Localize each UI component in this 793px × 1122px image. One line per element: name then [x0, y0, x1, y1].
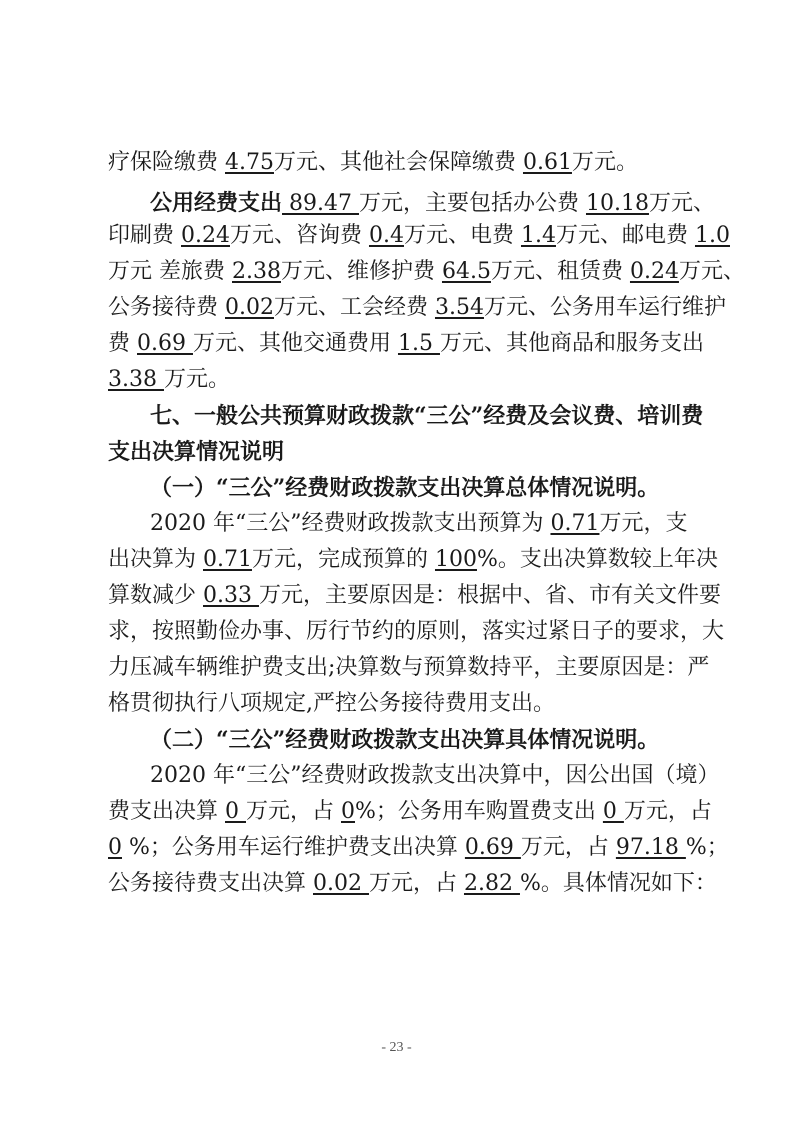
body-line-6 — [108, 326, 704, 362]
underlined-value: 100 — [434, 547, 477, 572]
underlined-value: 0.4 — [368, 223, 404, 248]
text-run: 费 — [108, 331, 137, 356]
section-heading-7-line-2 — [108, 434, 688, 470]
body-line-16 — [108, 830, 729, 866]
text-run: 万元、公务用车运行维护 — [483, 295, 726, 320]
underlined-value: 0.69 — [137, 331, 193, 356]
body-line-2 — [150, 185, 715, 221]
underlined-value: 2.38 — [232, 259, 281, 284]
text-run: 公务接待费支出决算 — [108, 871, 313, 896]
underlined-value: 0.71 — [550, 511, 600, 536]
underlined-value: 0 — [602, 799, 624, 824]
text-run: 万元，占 — [246, 799, 341, 824]
underlined-value: 0.02 — [313, 871, 369, 896]
underlined-value: 0.24 — [629, 259, 679, 284]
underlined-value: 64.5 — [441, 259, 491, 284]
underlined-value: 0.61 — [522, 150, 572, 175]
text-run: 万元，主要原因是：根据中、省、市有关文件要 — [258, 583, 721, 608]
body-line-8 — [150, 506, 688, 542]
body-line-9 — [108, 542, 718, 578]
body-line-1 — [108, 145, 688, 181]
text-run: 求，按照勤俭办事、厉行节约的原则，落实过紧日子的要求，大 — [108, 619, 725, 644]
underlined-value: 3.38 — [108, 367, 164, 392]
subsection-heading-2 — [150, 722, 688, 758]
underlined-value: 1.4 — [520, 223, 556, 248]
underlined-value: 3.54 — [434, 295, 484, 320]
text-run: 费支出决算 — [108, 799, 225, 824]
text-run: 万元、其他交通费用 — [192, 331, 398, 356]
text-run: %；公务用车运行维护费支出决算 — [122, 835, 465, 860]
text-run: 万元、邮电费 — [555, 223, 695, 248]
underlined-value: 1.0 — [694, 223, 730, 248]
text-run: 万元、 — [648, 191, 715, 216]
page-number: - 23 - — [381, 1040, 412, 1055]
bold-text: 七、一般公共预算财政拨款“三公”经费及会议费、培训费 — [150, 403, 704, 429]
underlined-value: 0.24 — [181, 223, 230, 248]
underlined-value: 0.02 — [225, 295, 274, 320]
text-run: 万元，完成预算的 — [251, 547, 435, 572]
text-run: 万元、租赁费 — [490, 259, 630, 284]
text-run: 万元。 — [163, 367, 230, 392]
subsection-heading-1 — [150, 470, 688, 506]
text-run: 万元，占 — [368, 871, 464, 896]
body-line-11 — [108, 614, 725, 650]
bold-text: （二）“三公”经费财政拨款支出决算具体情况说明。 — [150, 727, 660, 753]
text-run: 2020 年“三公”经费财政拨款支出决算中，因公出国（境） — [150, 763, 720, 788]
underlined-value: 89.47 — [282, 191, 359, 216]
text-run: %；公务用车购置费支出 — [355, 799, 603, 824]
underlined-value: 0 — [225, 799, 246, 824]
text-run: 万元，支 — [599, 511, 688, 536]
underlined-value: 0.33 — [203, 583, 259, 608]
text-run: 万元、工会经费 — [273, 295, 435, 320]
bold-text: 支出决算情况说明 — [108, 439, 285, 465]
underlined-value: 4.75 — [225, 150, 274, 175]
body-line-4 — [108, 254, 745, 290]
text-run: %。支出决算数较上年决 — [476, 547, 718, 572]
text-run: 万元、其他商品和服务支出 — [439, 331, 704, 356]
text-run: 印刷费 — [108, 223, 181, 248]
section-heading-7-line-1 — [150, 398, 704, 434]
underlined-value: 1.5 — [397, 331, 440, 356]
body-line-14 — [150, 758, 720, 794]
text-run: 万元、咨询费 — [229, 223, 369, 248]
body-line-10 — [108, 578, 721, 614]
text-run: 万元，占 — [520, 835, 616, 860]
text-run: %。具体情况如下： — [519, 871, 717, 896]
text-run: 万元、维修护费 — [280, 259, 442, 284]
body-line-3 — [108, 218, 730, 254]
body-line-5 — [108, 290, 726, 326]
text-run: 万元，主要包括办公费 — [358, 191, 586, 216]
text-run: 万元。 — [571, 150, 638, 175]
text-run: 万元，占 — [623, 799, 712, 824]
text-run: 万元、 — [678, 259, 745, 284]
text-run: 算数减少 — [108, 583, 203, 608]
text-run: 万元、其他社会保障缴费 — [273, 150, 523, 175]
underlined-value: 0 — [341, 799, 355, 824]
bold-text: 公用经费支出 — [150, 190, 283, 216]
text-run: 疗保险缴费 — [108, 150, 225, 175]
underlined-value: 10.18 — [585, 191, 649, 216]
body-line-12 — [108, 650, 710, 686]
text-run: 格贯彻执行八项规定,严控公务接待费用支出。 — [108, 691, 555, 716]
bold-text: （一）“三公”经费财政拨款支出决算总体情况说明。 — [150, 475, 660, 501]
text-run: 公务接待费 — [108, 295, 225, 320]
body-line-17 — [108, 866, 717, 902]
underlined-value: 0.69 — [464, 835, 521, 860]
body-line-13 — [108, 686, 688, 722]
body-line-15 — [108, 794, 712, 830]
text-run: 2020 年“三公”经费财政拨款支出预算为 — [150, 511, 551, 536]
text-run: 出决算为 — [108, 547, 203, 572]
text-run: 力压减车辆维护费支出;决算数与预算数持平，主要原因是：严 — [108, 655, 710, 680]
underlined-value: 2.82 — [463, 871, 520, 896]
text-run: 万元、电费 — [403, 223, 521, 248]
underlined-value: 0.71 — [203, 547, 252, 572]
body-line-7 — [108, 362, 688, 398]
underlined-value: 97.18 — [615, 835, 686, 860]
text-run: %； — [685, 835, 729, 860]
text-run: 万元 差旅费 — [108, 259, 232, 284]
underlined-value: 0 — [108, 835, 122, 860]
